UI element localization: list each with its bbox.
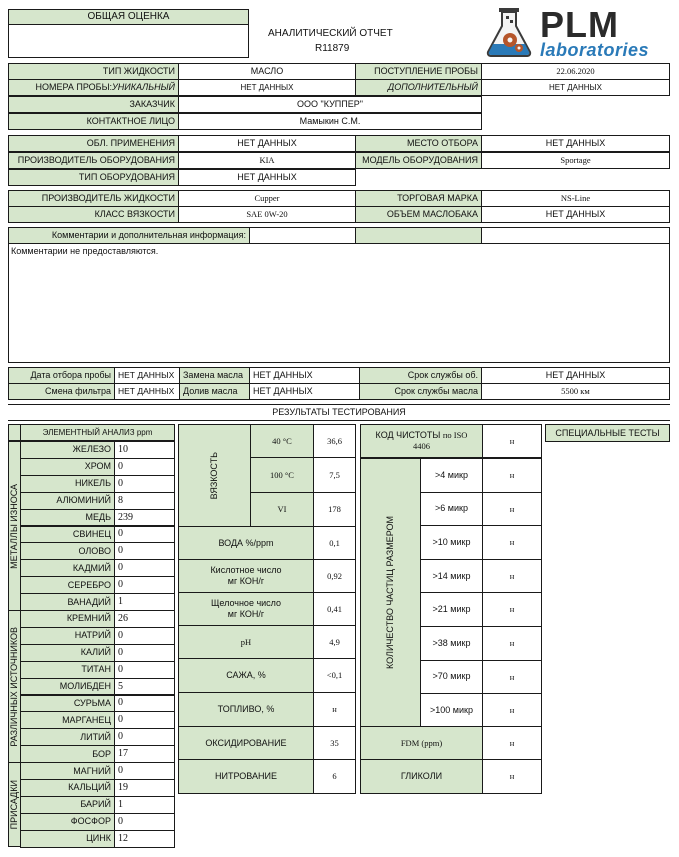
tbn-value: 0,41 [313,592,356,626]
arrival-value: 22.06.2020 [481,63,670,80]
iso-code-label [360,424,483,458]
group-wear-metals-label: МЕТАЛЛЫ ИЗНОСА [9,483,19,569]
particle-count-value: н [482,492,542,527]
visc40-label: 40 °С [250,424,314,458]
particle-count-value: н [482,525,542,560]
element-value: 0 [114,475,175,493]
element-value: 0 [114,526,175,544]
particle-size-label: >4 микр [420,458,483,493]
particle-count-value: н [482,458,542,493]
element-value: 0 [114,458,175,476]
plm-logo [484,6,674,60]
element-name: КАДМИЙ [20,559,115,577]
viscosity-class-label: КЛАСС ВЯЗКОСТИ [8,206,179,223]
element-name: МОЛИБДЕН [20,678,115,696]
customer-value: ООО "КУППЕР" [178,96,482,113]
comments-label: Комментарии и дополнительная информация: [8,227,250,244]
water-value: 0,1 [313,526,356,560]
element-name: КРЕМНИЙ [20,610,115,628]
glycol-label: ГЛИКОЛИ [360,759,483,794]
ph-value: 4,9 [313,625,356,659]
particle-count-value: н [482,693,542,728]
equipment-maker-value: KIA [178,152,356,169]
element-value: 1 [114,593,175,611]
vi-label: VI [250,492,314,527]
particle-count-value: н [482,559,542,594]
oil-change-value: НЕТ ДАННЫХ [249,367,360,384]
contact-value: Мамыкин С.М. [178,113,482,130]
oil-change-label: Замена масла [179,367,250,384]
particle-size-label: >21 микр [420,592,483,627]
group-additives-label: ПРИСАДКИ [9,779,19,830]
element-value: 0 [114,627,175,645]
element-value: 0 [114,728,175,746]
topup-label: Долив масла [179,383,250,400]
iso-code-value: н [482,424,542,458]
particle-size-label: >10 микр [420,525,483,560]
soot-label: САЖА, % [178,658,314,693]
particle-count-value: н [482,592,542,627]
tan-label-line2: мг КОН/г [227,576,265,586]
fdm-label: FDM (ppm) [360,726,483,760]
element-name: ЦИНК [20,830,115,848]
equipment-type-value: НЕТ ДАННЫХ [178,169,356,186]
particle-size-label: >38 микр [420,626,483,661]
sump-volume-label: ОБЪЕМ МАСЛОБАКА [355,206,482,223]
particle-size-label: >6 микр [420,492,483,527]
sample-number-label [8,79,179,96]
fluid-maker-label: ПРОИЗВОДИТЕЛЬ ЖИДКОСТИ [8,190,179,207]
equipment-life-label: Срок службы об. [359,367,482,384]
nitration-label: НИТРОВАНИЕ [178,759,314,794]
visc100-label: 100 °С [250,457,314,493]
application-area-value: НЕТ ДАННЫХ [178,135,356,152]
tan-label-line1: Кислотное число [210,564,282,575]
logo-sub-text: laboratories [540,40,650,60]
element-name: МАГНИЙ [20,762,115,780]
element-name: БОР [20,745,115,763]
fuel-value: н [313,692,356,727]
comments-header-blank-2 [355,227,482,244]
element-name: ТИТАН [20,661,115,679]
equipment-life-value: НЕТ ДАННЫХ [481,367,670,384]
flask-gear-icon [484,6,536,58]
element-value: 17 [114,745,175,763]
sample-number-label-a: НОМЕРА ПРОБЫ: [35,82,113,92]
sample-date-value: НЕТ ДАННЫХ [114,367,180,384]
element-value: 239 [114,509,175,527]
oil-life-label: Срок службы масла [359,383,482,400]
element-value: 10 [114,441,175,459]
element-value: 12 [114,830,175,848]
comments-text: Комментарии не предоставляются. [8,243,670,363]
element-name: ВАНАДИЙ [20,593,115,611]
element-name: НАТРИЙ [20,627,115,645]
iso-code-label-c: 4406 [413,441,430,452]
element-value: 0 [114,559,175,577]
brand-value: NS-Line [481,190,670,207]
group-various-sources-label: РАЗЛИЧНЫХ ИСТОЧНИКОВ [9,626,19,747]
equipment-model-value: Sportage [481,152,670,169]
element-name: НИКЕЛЬ [20,475,115,493]
element-name: БАРИЙ [20,796,115,814]
element-value: 1 [114,796,175,814]
fuel-label: ТОПЛИВО, % [178,692,314,727]
element-name: СЕРЕБРО [20,576,115,594]
topup-value: НЕТ ДАННЫХ [249,383,360,400]
element-value: 0 [114,762,175,780]
element-name: ЛИТИЙ [20,728,115,746]
sample-number-label-b: УНИКАЛЬНЫЙ [112,82,175,92]
brand-label: ТОРГОВАЯ МАРКА [355,190,482,207]
special-tests-label: СПЕЦИАЛЬНЫЕ ТЕСТЫ [545,424,670,442]
logo-main-text: PLM [540,4,619,45]
additional-value: НЕТ ДАННЫХ [481,79,670,96]
nitration-value: 6 [313,759,356,794]
element-name: ЖЕЛЕЗО [20,441,115,459]
oxidation-value: 35 [313,726,356,760]
particle-count-label: КОЛИЧЕСТВО ЧАСТИЦ РАЗМЕРОМ [385,516,395,669]
particle-count-value: н [482,660,542,695]
sampling-place-value: НЕТ ДАННЫХ [481,135,670,152]
customer-label: ЗАКАЗЧИК [8,96,179,113]
element-name: ОЛОВО [20,542,115,560]
element-value: 0 [114,661,175,679]
particle-count-group [360,458,421,727]
tan-label [178,559,314,593]
results-title: РЕЗУЛЬТАТЫ ТЕСТИРОВАНИЯ [8,404,670,421]
contact-label: КОНТАКТНОЕ ЛИЦО [8,113,179,130]
glycol-value: н [482,759,542,794]
equipment-maker-label: ПРОИЗВОДИТЕЛЬ ОБОРУДОВАНИЯ [8,152,179,169]
oxidation-label: ОКСИДИРОВАНИЕ [178,726,314,760]
tbn-label-line2: мг КОН/г [227,609,265,619]
element-value: 0 [114,695,175,713]
fluid-maker-value: Cupper [178,190,356,207]
element-name: КАЛЬЦИЙ [20,779,115,797]
element-name: МАРГАНЕЦ [20,711,115,729]
ph-label: pH [178,625,314,659]
tbn-label-line1: Щелочное число [210,597,282,608]
element-name: ФОСФОР [20,813,115,831]
comments-header-blank-1 [249,227,356,244]
fluid-type-label: ТИП ЖИДКОСТИ [8,63,179,80]
element-value: 0 [114,542,175,560]
additional-label: ДОПОЛНИТЕЛЬНЫЙ [355,79,482,96]
particle-size-label: >14 микр [420,559,483,594]
report-title: АНАЛИТИЧЕСКИЙ ОТЧЕТ [268,28,393,39]
sampling-place-label: МЕСТО ОТБОРА [355,135,482,152]
fdm-value: н [482,726,542,760]
viscosity-group [178,424,251,527]
element-name: СУРЬМА [20,695,115,713]
visc100-value: 7,5 [313,457,356,493]
element-value: 8 [114,492,175,510]
element-value: 0 [114,813,175,831]
element-value: 0 [114,576,175,594]
element-name: МЕДЬ [20,509,115,527]
arrival-label: ПОСТУПЛЕНИЕ ПРОБЫ [355,63,482,80]
tan-value: 0,92 [313,559,356,593]
element-name: ХРОМ [20,458,115,476]
element-name: АЛЮМИНИЙ [20,492,115,510]
element-value: 19 [114,779,175,797]
fluid-type-value: МАСЛО [178,63,356,80]
element-value: 0 [114,711,175,729]
comments-header-blank-3 [481,227,670,244]
oil-life-value: 5500 км [481,383,670,400]
viscosity-group-label: ВЯЗКОСТЬ [209,451,219,500]
report-number: R11879 [315,43,350,54]
tbn-label [178,592,314,626]
particle-count-value: н [482,626,542,661]
element-analysis-header: ЭЛЕМЕНТНЫЙ АНАЛИЗ ppm [20,424,175,441]
filter-change-value: НЕТ ДАННЫХ [114,383,180,400]
overall-rating-label: ОБЩАЯ ОЦЕНКА [8,9,249,25]
visc40-value: 36,6 [313,424,356,458]
iso-code-label-a: КОД ЧИСТОТЫ [375,430,443,441]
overall-rating-value [8,24,249,58]
equipment-type-label: ТИП ОБОРУДОВАНИЯ [8,169,179,186]
particle-size-label: >70 микр [420,660,483,695]
element-name: КАЛИЙ [20,644,115,662]
element-value: 5 [114,678,175,696]
filter-change-label: Смена фильтра [8,383,115,400]
application-area-label: ОБЛ. ПРИМЕНЕНИЯ [8,135,179,152]
soot-value: <0,1 [313,658,356,693]
sample-date-label: Дата отбора пробы [8,367,115,384]
sample-number-value: НЕТ ДАННЫХ [178,79,356,96]
iso-code-label-b: по ISO [442,430,468,441]
water-label: ВОДА %/ppm [178,526,314,560]
vi-value: 178 [313,492,356,527]
element-value: 26 [114,610,175,628]
equipment-model-label: МОДЕЛЬ ОБОРУДОВАНИЯ [355,152,482,169]
viscosity-class-value: SAE 0W-20 [178,206,356,223]
element-name: СВИНЕЦ [20,526,115,544]
sump-volume-value: НЕТ ДАННЫХ [481,206,670,223]
element-value: 0 [114,644,175,662]
particle-size-label: >100 микр [420,693,483,728]
